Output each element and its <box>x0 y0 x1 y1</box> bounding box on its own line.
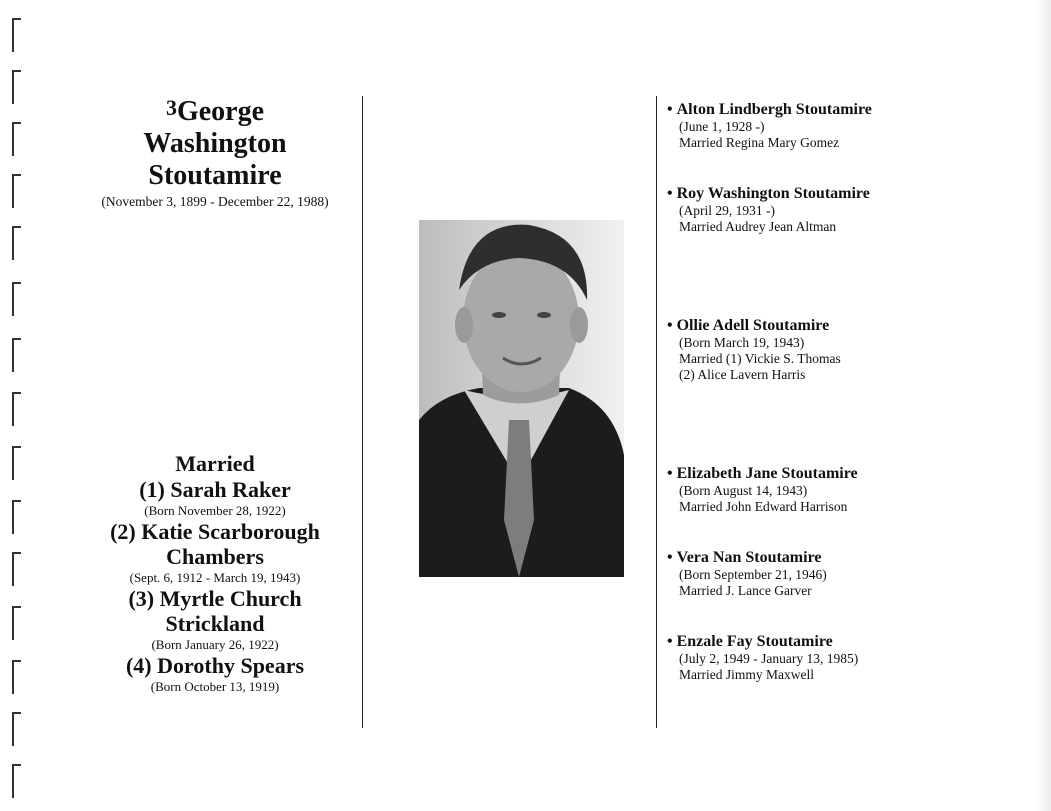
binding-hole <box>12 712 21 746</box>
child-entry <box>667 465 1027 515</box>
person-last-name: Stoutamire <box>148 160 282 191</box>
child-name: Enzale Fay Stoutamire <box>676 633 833 650</box>
spouse-name-continued: Chambers <box>166 544 264 569</box>
person-header <box>70 96 360 211</box>
child-dates: (Born August 14, 1943) <box>679 483 808 498</box>
bullet-icon: • <box>667 317 673 334</box>
portrait-photo <box>419 220 624 577</box>
child-name: Elizabeth Jane Stoutamire <box>676 465 858 482</box>
person-middle-name: Washington <box>143 128 287 159</box>
bullet-icon: • <box>667 465 673 482</box>
person-first-name: George <box>176 96 265 127</box>
binding-hole <box>12 606 21 640</box>
child-name: Roy Washington Stoutamire <box>676 185 870 202</box>
spouse-dates: (Born January 26, 1922) <box>151 637 279 652</box>
child-dates: (June 1, 1928 -) <box>679 119 765 134</box>
binding-hole <box>12 446 21 480</box>
spouse-entry <box>70 519 360 586</box>
spouse-name: (4) Dorothy Spears <box>125 653 305 678</box>
bullet-icon: • <box>667 633 673 650</box>
child-entry <box>667 633 1027 683</box>
spouse-name: (1) Sarah Raker <box>139 477 291 502</box>
child-dates: (Born March 19, 1943) <box>679 335 805 350</box>
child-entry <box>667 101 1027 151</box>
spouse-name: (3) Myrtle Church <box>128 586 302 611</box>
child-entry <box>667 317 1027 383</box>
column-divider-right <box>656 96 657 728</box>
marriages-section <box>70 451 360 695</box>
bullet-icon: • <box>667 101 673 118</box>
binding-hole <box>12 226 21 260</box>
binding-hole <box>12 70 21 104</box>
child-married: Married John Edward Harrison <box>679 499 848 514</box>
person-name-line <box>70 96 360 128</box>
person-dates: (November 3, 1899 - December 22, 1988) <box>101 194 329 209</box>
child-married: Married Jimmy Maxwell <box>679 667 814 682</box>
binding-hole <box>12 660 21 694</box>
spouse-name: (2) Katie Scarborough <box>110 519 320 544</box>
spouse-entry <box>70 477 360 519</box>
binding-hole <box>12 282 21 316</box>
child-dates: (July 2, 1949 - January 13, 1985) <box>679 651 859 666</box>
binding-hole <box>12 552 21 586</box>
bullet-icon: • <box>667 185 673 202</box>
spouse-entry <box>70 586 360 653</box>
child-entry <box>667 185 1027 235</box>
binding-hole <box>12 122 21 156</box>
child-dates: (April 29, 1931 -) <box>679 203 775 218</box>
spouse-entry <box>70 653 360 695</box>
child-married: Married Audrey Jean Altman <box>679 219 837 234</box>
child-name: Ollie Adell Stoutamire <box>676 317 830 334</box>
bullet-icon: • <box>667 549 673 566</box>
generation-number: 3 <box>165 95 177 120</box>
child-married: Married J. Lance Garver <box>679 583 812 598</box>
child-married-continued: (2) Alice Lavern Harris <box>679 367 806 382</box>
page-edge-shadow <box>1037 0 1051 811</box>
binding-hole <box>12 174 21 208</box>
binding-hole <box>12 392 21 426</box>
spouse-dates: (Sept. 6, 1912 - March 19, 1943) <box>129 570 301 585</box>
child-entry <box>667 549 1027 599</box>
child-name: Vera Nan Stoutamire <box>676 549 822 566</box>
child-name: Alton Lindbergh Stoutamire <box>676 101 872 118</box>
spouse-dates: (Born November 28, 1922) <box>144 503 286 518</box>
spouse-name-continued: Strickland <box>165 611 265 636</box>
binding-hole <box>12 18 21 52</box>
marriages-heading: Married <box>175 451 255 476</box>
child-married: Married (1) Vickie S. Thomas <box>679 351 841 366</box>
binding-holes <box>0 0 30 811</box>
column-divider-left <box>362 96 363 728</box>
binding-hole <box>12 338 21 372</box>
binding-hole <box>12 500 21 534</box>
child-married: Married Regina Mary Gomez <box>679 135 840 150</box>
spouse-dates: (Born October 13, 1919) <box>150 679 280 694</box>
child-dates: (Born September 21, 1946) <box>679 567 827 582</box>
binding-hole <box>12 764 21 798</box>
portrait-illustration <box>419 220 624 577</box>
